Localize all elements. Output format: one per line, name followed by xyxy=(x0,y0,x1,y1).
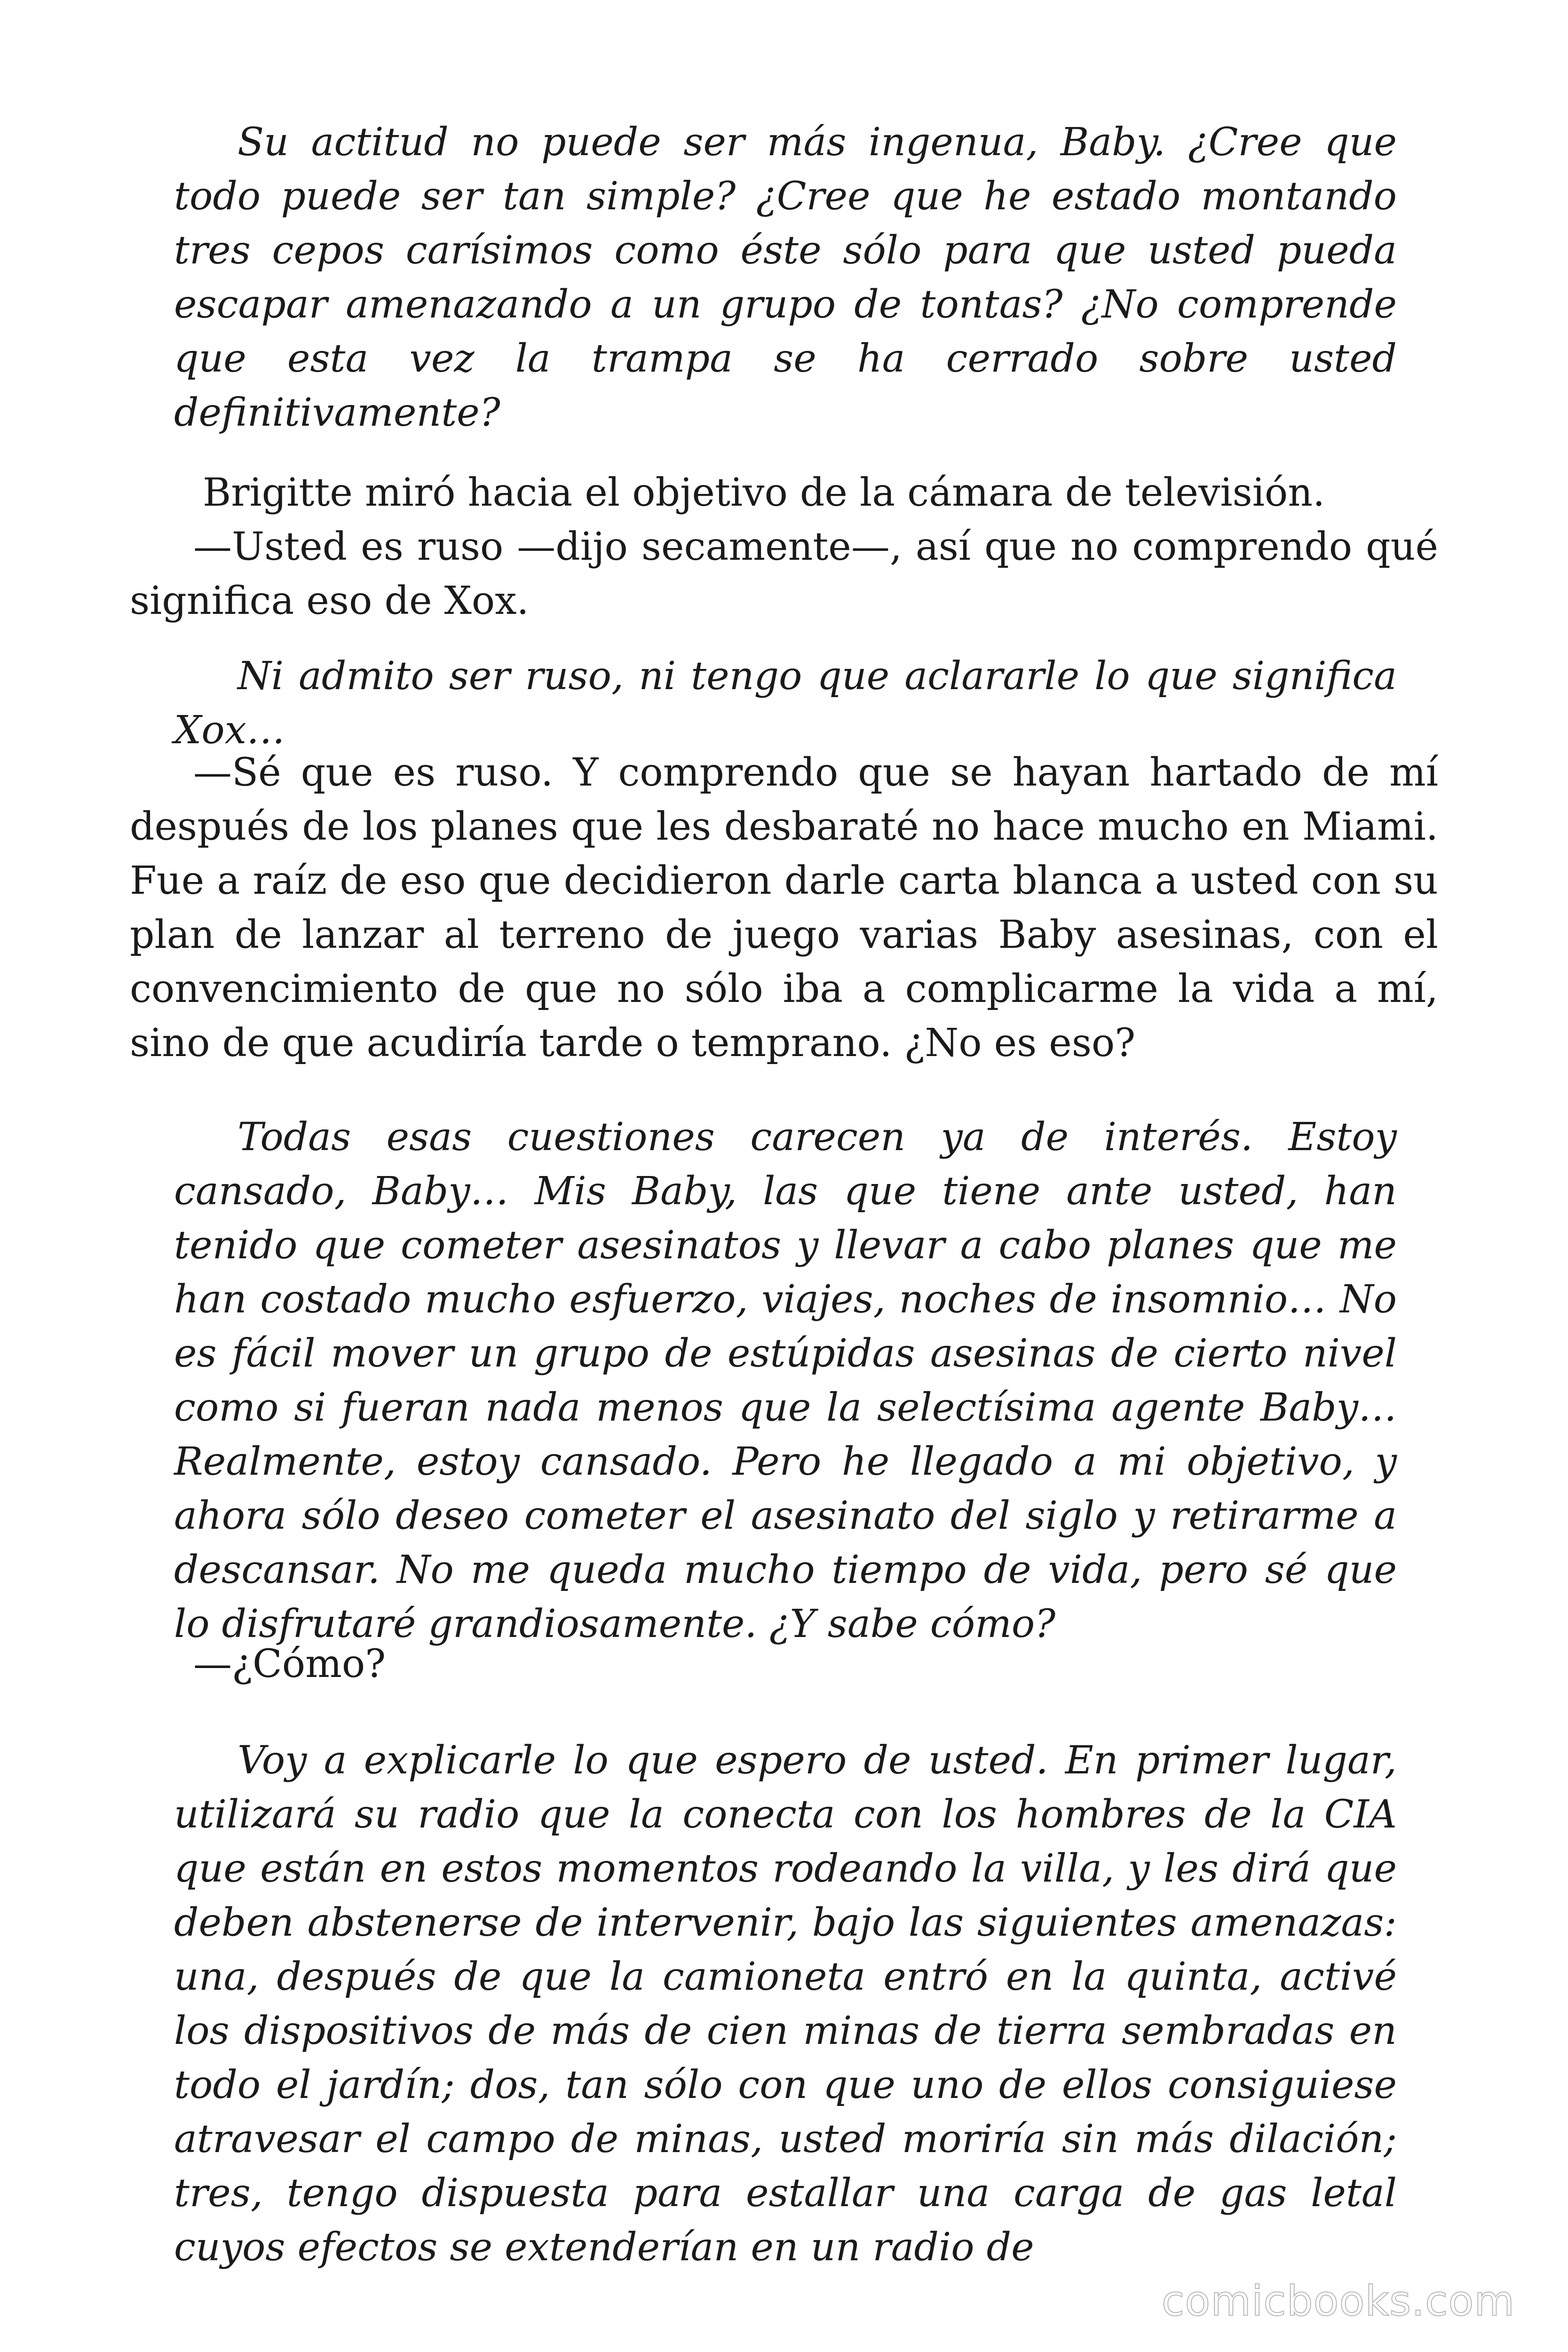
italic-paragraph: Voy a explicarle lo que espero de usted. En primer lugar, utilizará su radio que la conecta con los hombres de la CIA que están en estos momentos rodeando la villa, y les dirá que deben abstenerse de intervenir, bajo las siguientes amenazas: una, después de que la camioneta entró en la quinta, activé los dispositivos de más de cien minas de tierra sembradas en todo el jardín; dos, tan sólo con que uno de ellos consiguiese atravesar el campo de minas, usted moriría sin más dilación; tres, tengo dispuesta para estallar una carga de gas letal cuyos efectos se extenderían en un radio de xyxy=(174,1738,1397,2270)
italic-paragraph: Su actitud no puede ser más ingenua, Baby. ¿Cree que todo puede ser tan simple? ¿Cree que he estado montando tres cepos carísimos como éste sólo para que usted pueda escapar amenazando a un grupo de tontas? ¿No comprende que esta vez la trampa se ha cerrado sobre usted definitivamente? xyxy=(174,120,1397,435)
italic-paragraph: Todas esas cuestiones carecen ya de interés. Estoy cansado, Baby… Mis Baby, las que tiene ante usted, han tenido que cometer asesinatos y llevar a cabo planes que me han costado mucho esfuerzo, viajes, noches de insomnio… No es fácil mover un grupo de estúpidas asesinas de cierto nivel como si fueran nada menos que la selectísima agente Baby… Realmente, estoy cansado. Pero he llegado a mi objetivo, y ahora sólo deseo cometer el asesinato del siglo y retirarme a descansar. No me queda mucho tiempo de vida, pero sé que lo disfrutaré grandiosamente. ¿Y sabe cómo? xyxy=(174,1115,1397,1646)
narrative-paragraph: Brigitte miró hacia el objetivo de la cámara de televisión. xyxy=(203,470,1325,515)
dialogue-paragraph: —Sé que es ruso. Y comprendo que se hayan hartado de mí después de los planes que les desbaraté no hace mucho en Miami. Fue a raíz de eso que decidieron darle carta blanca a usted con su plan de lanzar al terreno de juego varias Baby asesinas, con el convencimiento de que no sólo iba a complicarme la vida a mí, sino de que acudiría tarde o temprano. ¿No es eso? xyxy=(130,750,1438,1065)
site-watermark: comicbooks.com xyxy=(1162,2277,1515,2325)
dialogue-paragraph: —Usted es ruso —dijo secamente—, así que no comprendo qué significa eso de Xox. xyxy=(130,524,1438,623)
dialogue-paragraph: —¿Cómo? xyxy=(193,1642,386,1686)
italic-paragraph: Ni admito ser ruso, ni tengo que aclararle lo que significa Xox… xyxy=(174,654,1397,753)
